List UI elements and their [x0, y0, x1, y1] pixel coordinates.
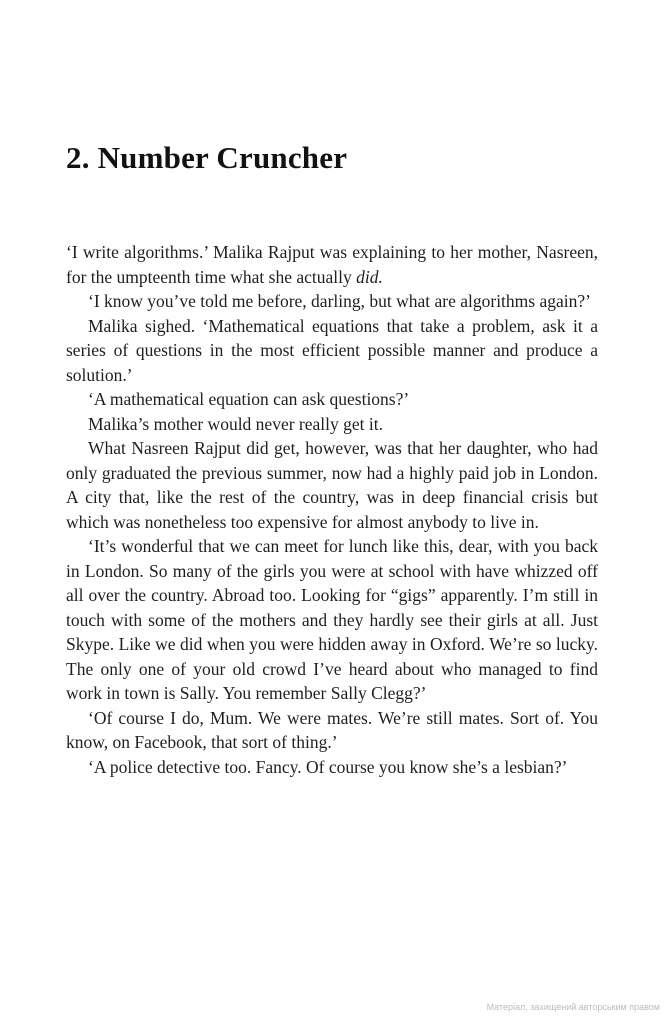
text-segment: ‘It’s wonderful that we can meet for lunch like this, dear, with you back in London. So many of the girls you were at school with have whizzed off all over the country. Abroad too. Looking for “gigs” apparently. I’m still in touch with some of the mothers and they hardly see their girls at all. Just Skype. Like we did when you were hidden away in Oxford. We’re so lucky. The only one of your old crowd I’ve heard about who managed to find work in town is Sally. You remember Sally Clegg?’	[66, 536, 598, 703]
paragraph	[66, 314, 598, 388]
text-segment: Malika’s mother would never really get it.	[88, 413, 383, 434]
text-segment: ‘I write algorithms.’ Malika Rajput was explaining to her mother, Nasreen, for the umpteenth time what she actually	[66, 242, 598, 287]
paragraph	[66, 387, 598, 412]
text-segment: ‘A mathematical equation can ask questions?’	[88, 389, 410, 409]
paragraph	[66, 412, 598, 437]
italic-text-segment: did.	[356, 266, 383, 287]
chapter-title: 2. Number Cruncher	[66, 140, 348, 175]
text-segment: ‘A police detective too. Fancy. Of course you know she’s a lesbian?’	[88, 756, 568, 777]
chapter-body	[66, 240, 598, 779]
text-segment: What Nasreen Rajput did get, however, was that her daughter, who had only graduated the previous summer, now had a highly paid job in London. A city that, like the rest of the country, was in deep financial crisis but which was nonetheless too expensive for almost anybody to live in.	[66, 438, 598, 532]
paragraph	[66, 240, 598, 289]
paragraph	[66, 436, 598, 534]
text-segment: Malika sighed. ‘Mathematical equations that take a problem, ask it a series of questions in the most efficient possible manner and produce a solution.’	[66, 315, 598, 385]
paragraph	[66, 289, 598, 314]
text-segment: ‘Of course I do, Mum. We were mates. We’re still mates. Sort of. You know, on Facebook, that sort of thing.’	[66, 707, 598, 752]
text-segment: ‘I know you’ve told me before, darling, but what are algorithms again?’	[88, 291, 591, 311]
copyright-watermark: Матеріал, захищений авторським правом	[486, 1002, 660, 1012]
paragraph	[66, 534, 598, 706]
paragraph	[66, 706, 598, 755]
paragraph	[66, 755, 598, 780]
